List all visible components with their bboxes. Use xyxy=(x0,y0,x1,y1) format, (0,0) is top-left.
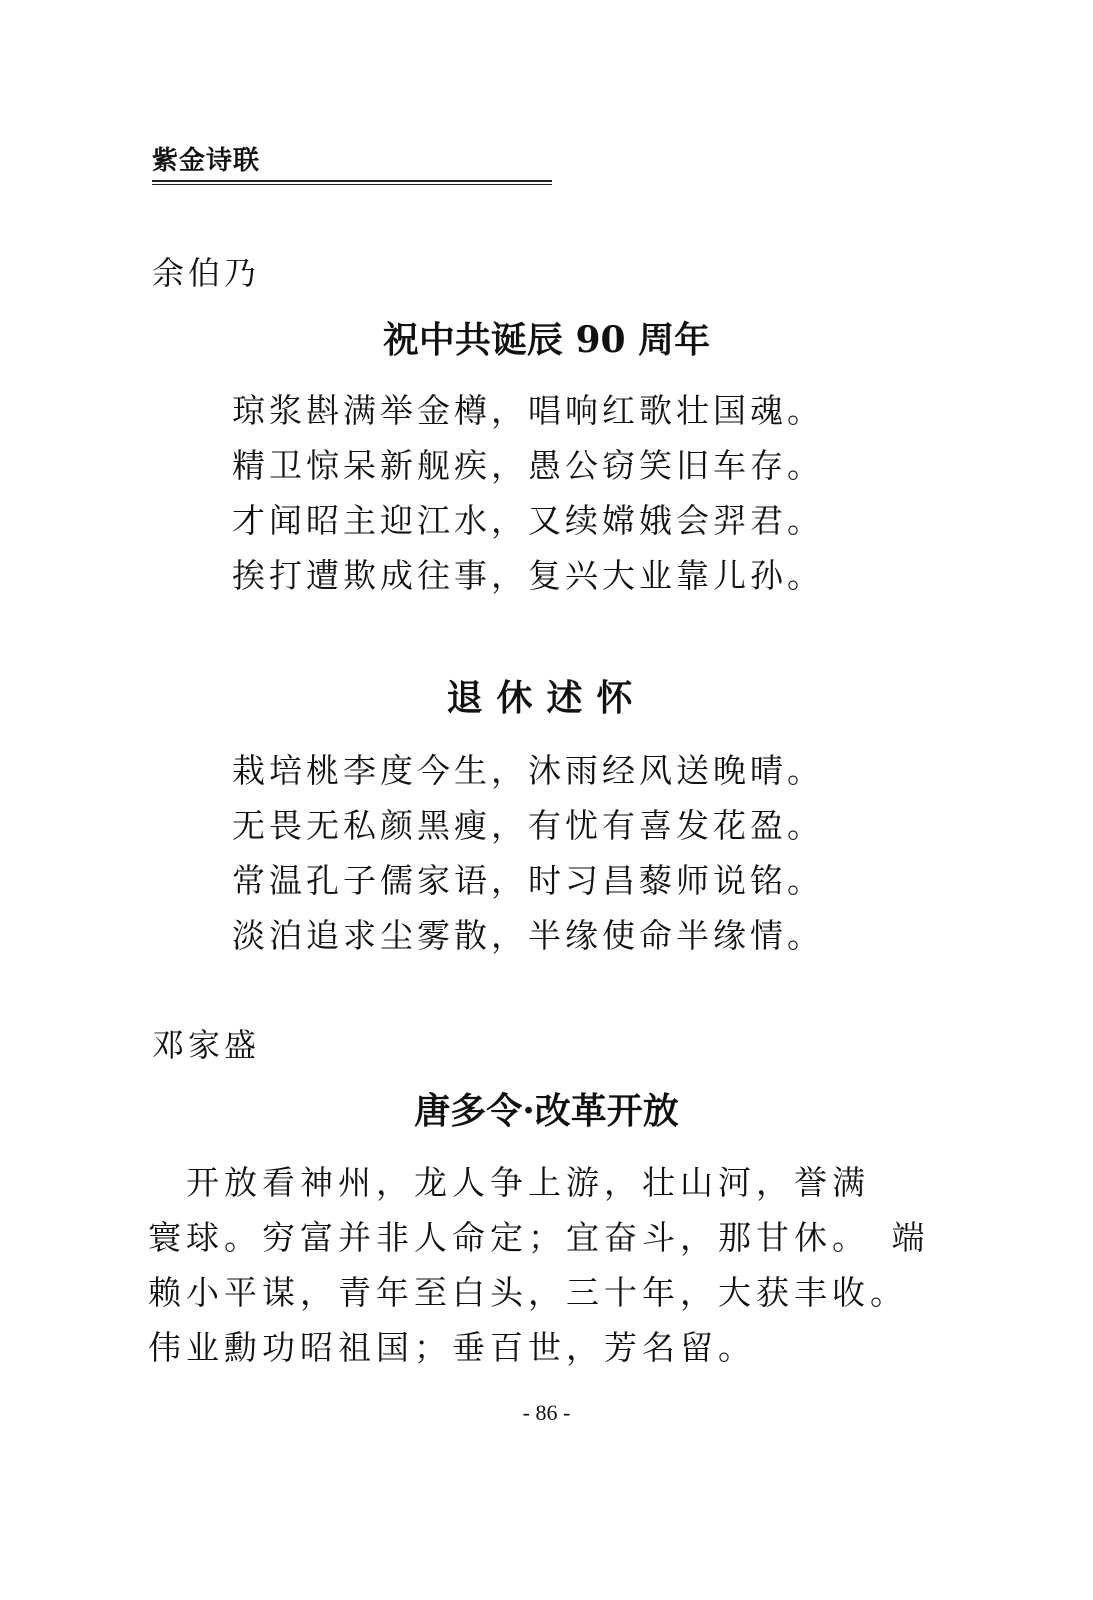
ci-line: 赖小平谋，青年至白头，三十年，大获丰收。 xyxy=(148,1273,908,1312)
poem-title: 祝中共诞辰 90 周年 xyxy=(382,319,711,361)
poem-title: 退休述怀 xyxy=(446,677,647,719)
poem-body xyxy=(232,383,824,603)
page-number: - 86 - xyxy=(522,1400,571,1425)
poem-line: 无畏无私颜黑瘦，有忧有喜发花盈。 xyxy=(232,806,824,845)
poem-line: 挨打遭欺成往事，复兴大业靠儿孙。 xyxy=(232,556,824,595)
header-rule-thin xyxy=(152,184,552,185)
ci-body xyxy=(148,1155,928,1375)
poem-line: 才闻昭主迎江水，又续嫦娥会羿君。 xyxy=(232,501,824,540)
poem-line: 常温孔子儒家语，时习昌藜师说铭。 xyxy=(232,861,824,900)
poem-line: 淡泊追求尘雾散，半缘使命半缘情。 xyxy=(232,916,824,955)
poem-line: 琼浆斟满举金樽，唱响红歌壮国魂。 xyxy=(232,391,824,430)
header-title: 紫金诗联 xyxy=(152,146,261,176)
header-rule xyxy=(152,180,552,182)
poem-body xyxy=(232,743,824,963)
author-name: 邓家盛 xyxy=(152,1026,261,1064)
ci-line: 开放看神州，龙人争上游，壮山河，誉满 xyxy=(148,1163,870,1202)
poem-title: 唐多令·改革开放 xyxy=(414,1090,679,1132)
running-header xyxy=(152,146,552,185)
poem-line: 栽培桃李度今生，沐雨经风送晚晴。 xyxy=(232,751,824,790)
author-name: 余伯乃 xyxy=(152,254,261,292)
ci-line: 寰球。穷富并非人命定；宜奋斗，那甘休。 端 xyxy=(148,1218,930,1257)
ci-line: 伟业勳功昭祖国；垂百世，芳名留。 xyxy=(148,1328,756,1367)
poem-line: 精卫惊呆新舰疾，愚公窃笑旧车存。 xyxy=(232,446,824,485)
